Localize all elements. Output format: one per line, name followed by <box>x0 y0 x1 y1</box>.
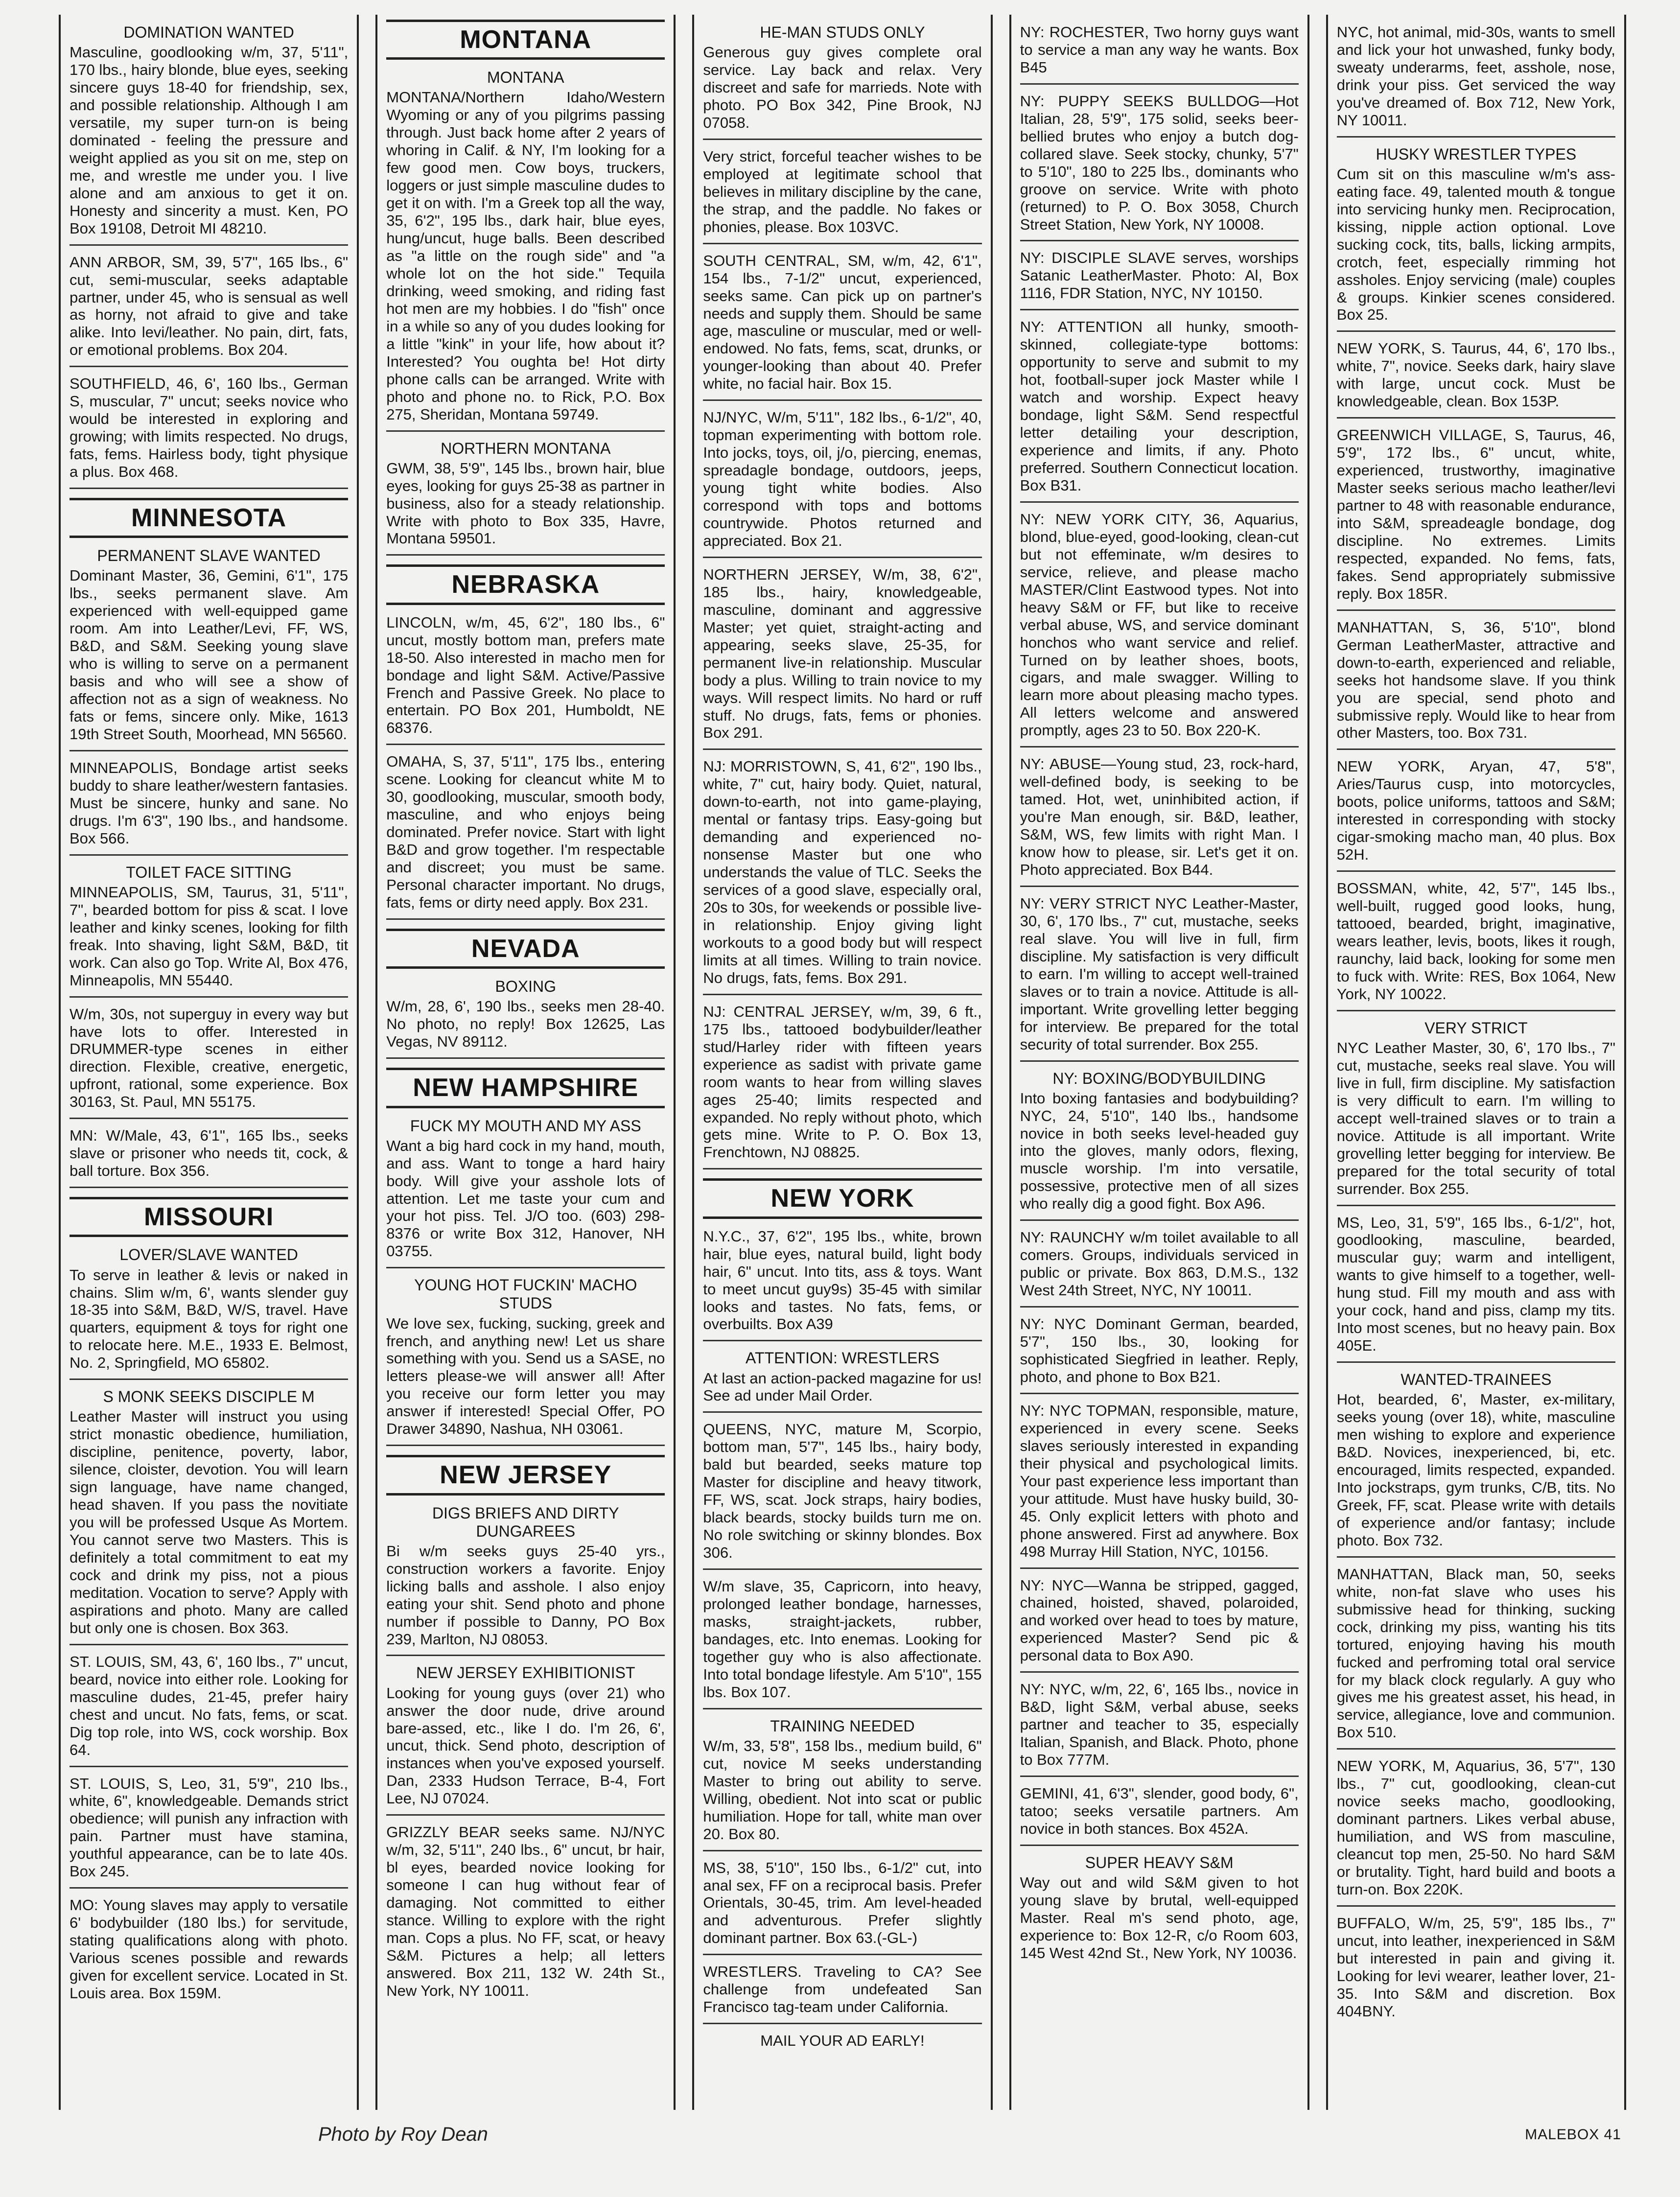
ad-text: NY: ATTENTION all hunky, smooth-skinned, collegiate-type bottoms: opportunity to serve and submit to my hot, football-super jock Master while I watch and worship. Expect heavy bondage, light S&M. Send respectful letter detailing your description, experience and limits, if any. Photo preferred. Southern Connecticut location. Box B31. <box>1020 318 1299 494</box>
state-heading: MISSOURI <box>70 1197 348 1237</box>
ad-text: At last an action-packed magazine for us! See ad under Mail Order. <box>703 1369 982 1404</box>
column-5 <box>1326 15 1626 2110</box>
ad-text: SOUTH CENTRAL, SM, w/m, 42, 6'1", 154 lbs., 7-1/2" uncut, experienced, seeks same. Can pick up on partner's needs and supply them. Should be same age, masculine or muscular, med or well-endowed. No fats, fems, scat, drunks, or younger-looking than about 40. Prefer white, no facial hair. Box 15. <box>703 252 982 393</box>
ad-text: ST. LOUIS, S, Leo, 31, 5'9", 210 lbs., white, 6", knowledgeable. Demands strict obedience; will punish any infraction with pain. Partner must have stamina, youthful appearance, can be to late 40s. Box 245. <box>70 1775 349 1880</box>
ad-text: QUEENS, NYC, mature M, Scorpio, bottom man, 5'7", 145 lbs., hairy body, bald but bearded, seeks mature top Master for discipline and heavy titwork, FF, WS, scat. Jock straps, hairy bodies, black beards, stocky builds turn me on. No role switching or skinny blondes. Box 306. <box>703 1421 982 1562</box>
classified-ad <box>1020 245 1299 310</box>
ad-text: NEW YORK, Aryan, 47, 5'8", Aries/Taurus cusp, into motorcycles, boots, police uniforms, tattoos and S&M; interested in corresponding with stocky cigar-smoking macho man, 40 plus. Box 52H. <box>1336 758 1615 864</box>
classified-ad <box>386 436 665 556</box>
classified-ad <box>70 1002 348 1120</box>
ad-text: NEW YORK, S. Taurus, 44, 6', 170 lbs., white, 7", novice. Seeks dark, hairy slave with large, uncut cock. Must be knowledgeable, clean. Box 153P. <box>1336 340 1615 410</box>
ad-text: Looking for young guys (over 21) who answer the door nude, drive around bare-assed, etc., like I do. I'm 26, 6', uncut, thick. Send photo, description of instances when you've exposed yourself. Dan, 2333 Hudson Terrace, B-4, Fort Lee, NJ 07024. <box>386 1684 665 1807</box>
classified-ad <box>1020 1573 1299 1673</box>
classified-ad <box>1020 1066 1299 1221</box>
classified-ad <box>1337 336 1615 419</box>
ad-text: MS, Leo, 31, 5'9", 165 lbs., 6-1/2", hot, goodlooking, masculine, bearded, muscular guy; warm and intelligent, wants to give himself to a together, well-hung stud. Fill my mouth and ass with your cock, hand and piss, clamp my tits. Into most scenes, but no heavy pain. Box 405E. <box>1336 1214 1615 1355</box>
classified-ad <box>1337 615 1615 750</box>
classified-ad <box>1020 1398 1299 1569</box>
ad-text: ANN ARBOR, SM, 39, 5'7", 165 lbs., 6" cut, semi-muscular, seeks adaptable partner, under 45, who is sensual as well as horny, not afraid to give and take alike. Into levi/leather. No pain, dirt, fats, or emotional problems. Box 204. <box>70 253 349 359</box>
ad-text: MANHATTAN, Black man, 50, seeks white, non-fat slave who uses his submissive head for thinking, sucking cock, drinking my piss, wanting his tits tortured, enjoying having his mouth fucked and perfroming total oral service for my black clock regularly. A guy who gives me his greatest asset, his head, in service, allegiance, love and communion. Box 510. <box>1336 1565 1615 1741</box>
ad-heading: TRAINING NEEDED <box>770 1717 915 1735</box>
column-2 <box>375 15 676 2110</box>
ad-text: Into boxing fantasies and bodybuilding? NYC, 24, 5'10", 140 lbs., handsome novice in both seeks level-headed guy into the gloves, manly odors, flexing, muscle worship. I'm into versatile, possessive, protective men of all sizes who really dig a good fight. Box A96. <box>1020 1089 1299 1213</box>
classified-ad <box>1337 1015 1615 1206</box>
ad-text: NY: VERY STRICT NYC Leather-Master, 30, 6', 170 lbs., 7" cut, mustache, seeks real slave. You will live in full, firm discipline. My satisfaction is very difficult to earn. I'm willing to accept well-trained slaves or to train a novice. Attitude is all-important. Write grovelling letter begging for interview. Be prepared for the total security of total surrender. Box 255. <box>1020 894 1299 1053</box>
classified-ad <box>70 20 348 246</box>
ad-text: BUFFALO, W/m, 25, 5'9", 185 lbs., 7" uncut, into leather, inexperienced in S&M but interested in pain and giving it. Looking for levi wearer, leather lover, 21-35. Into S&M and discretion. Box 404BNY. <box>1336 1914 1615 2020</box>
ad-text: NY: RAUNCHY w/m toilet available to all comers. Groups, individuals serviced in public or private. Box 863, D.M.S., 132 West 24th Street, NYC, NY 10011. <box>1020 1229 1299 1299</box>
ad-text: NY: ABUSE—Young stud, 23, rock-hard, well-defined body, is seeking to be tamed. Hot, wet, uninhibited action, if you're Man enough, sir. B&D, leather, S&M, WS, few limits with right Man. I know how to please, sir. Let's get it on. Photo appreciated. Box B44. <box>1020 755 1299 878</box>
ad-heading: HE-MAN STUDS ONLY <box>760 23 925 41</box>
ad-text: MINNEAPOLIS, SM, Taurus, 31, 5'11", 7", bearded bottom for piss & scat. I love leather and kinky scenes, looking for filth freak. Into shaving, light S&M, B&D, tit work. Can also go Top. Write Al, Box 476, Minneapolis, MN 55440. <box>70 883 349 989</box>
classified-ad <box>703 248 981 401</box>
state-heading: NEW HAMPSHIRE <box>386 1068 665 1108</box>
classified-ad <box>1020 1311 1299 1394</box>
ad-heading: ATTENTION: WRESTLERS <box>746 1349 939 1367</box>
ad-heading: NORTHERN MONTANA <box>441 439 611 457</box>
classified-ad <box>703 405 981 558</box>
classified-ad <box>703 1855 981 1956</box>
classified-ad <box>1337 754 1615 872</box>
ad-heading: HUSKY WRESTLER TYPES <box>1376 145 1577 163</box>
ad-text: NJ/NYC, W/m, 5'11", 182 lbs., 6-1/2", 40, topman experimenting with bottom role. Into jocks, toys, oil, j/o, piercing, enemas, spreadagle bondage, outdoors, jeeps, young tight white bodies. Also correspond with tops and bottoms countrywide. Photos returned and appreciated. Box 21. <box>703 409 982 549</box>
classified-ad <box>386 1660 665 1816</box>
classified-ad <box>703 999 981 1170</box>
ad-heading: TOILET FACE SITTING <box>126 863 292 881</box>
classified-ad <box>1020 891 1299 1062</box>
classified-ad <box>703 1713 981 1851</box>
ad-text: N.Y.C., 37, 6'2", 195 lbs., white, brown hair, blue eyes, natural build, light body hair, 6" uncut. Into tits, ass & toys. Want to meet uncut guy9s) 35-45 with similar looks and tastes. No fats, fems, or overbuilts. Box A39 <box>703 1227 982 1333</box>
ad-text: NY: NYC, w/m, 22, 6', 165 lbs., novice in B&D, light S&M, verbal abuse, seeks partner and teacher to 35, especially Italian, Spanish, and Black. Photo, phone to Box 777M. <box>1020 1681 1299 1769</box>
ad-text: NY: ROCHESTER, Two horny guys want to service a man any way he wants. Box B45 <box>1020 23 1299 76</box>
classified-ad <box>386 1272 665 1446</box>
ad-text: NY: NYC Dominant German, bearded, 5'7", 150 lbs., 30, looking for sophisticated Siegfried in leather. Reply, photo, and phone to Box B21. <box>1020 1315 1299 1385</box>
classified-ad <box>703 1959 981 2024</box>
classified-ad <box>1020 1850 1299 1969</box>
classified-ad <box>1337 876 1615 1011</box>
ad-heading: LOVER/SLAVE WANTED <box>119 1246 298 1264</box>
classified-ad <box>70 250 348 368</box>
classified-ad <box>703 2028 981 2057</box>
classified-ad <box>1020 314 1299 503</box>
classified-ad <box>70 1893 348 2009</box>
ad-text: NEW YORK, M, Aquarius, 36, 5'7", 130 lbs., 7" cut, goodlooking, clean-cut novice seeks macho, goodlooking, dominant partners. Likes verbal abuse, humiliation, and WS from masculine, cleancut top men, 25-50. No hard S&M or brutality. Tight, hard build and boots a turn-on. Box 220K. <box>1336 1757 1615 1898</box>
classified-ad <box>1337 20 1615 138</box>
ad-text: GEMINI, 41, 6'3", slender, good body, 6", tatoo; seeks versatile partners. Am novice in both stances. Box 452A. <box>1020 1785 1299 1837</box>
ad-text: SOUTHFIELD, 46, 6', 160 lbs., German S, muscular, 7" uncut; seeks novice who would be interested in exploring and growing; with limits respected. No drugs, fats, fems. Hairless body, tight physique a plus. Box 468. <box>70 375 349 481</box>
ad-text: NJ: MORRISTOWN, S, 41, 6'2", 190 lbs., white, 7" cut, hairy body. Quiet, natural, down-to-earth, not into game-playing, mental or fantasy trips. Easy-going but demanding and experienced no-nonsense Master but one who understands the value of TLC. Seeks the services of a good slave, especially oral, 20s to 30s, for weekends or possible live-in relationship. Enjoy giving light workouts to a good body but will respect limits at all times. Willing to train novice. No drugs, fats, fems. Box 291. <box>703 758 982 986</box>
state-heading: MINNESOTA <box>70 498 348 538</box>
ad-text: MO: Young slaves may apply to versatile 6' bodybuilder (180 lbs.) for servitude, stating qualifications along with photo. Various scenes possible and rewards given for excellent service. Located in St. Louis area. Box 159M. <box>70 1896 349 2002</box>
classified-ad <box>703 1224 981 1342</box>
ad-text: MN: W/Male, 43, 6'1", 165 lbs., seeks slave or prisoner who needs tit, cock, & ball torture. Box 356. <box>70 1127 349 1180</box>
classified-ad <box>1020 89 1299 242</box>
classified-ad <box>386 1113 665 1269</box>
classified-ad <box>70 1649 348 1767</box>
classified-ad <box>703 1345 981 1413</box>
ad-text: W/m, 33, 5'8", 158 lbs., medium build, 6" cut, novice M seeks understanding Master to bring out ability to serve. Willing, obedient. Not into scat or public humiliation. Hope for tall, white man over 20. Box 80. <box>703 1737 982 1843</box>
ad-text: NY: NYC TOPMAN, responsible, mature, experienced in every scene. Seeks slaves seriously interested in expanding their physical and psychological limits. Your past experience less important than your attitude. Must have husky build, 30-45. Only explicit letters with photo and phone answered. First ad anywhere. Box 498 Murray Hill Station, NYC, 10156. <box>1020 1402 1299 1560</box>
ad-text: NY: PUPPY SEEKS BULLDOG—Hot Italian, 28, 5'9", 175 solid, seeks beer-bellied brutes who enjoy a butch dog-collared slave. Seek stocky, chunky, 5'7" to 5'10", 180 to 225 lbs., dominants who groove on service. Write with photo (returned) to P. O. Box 3058, Church Street Station, New York, NY 10008. <box>1020 92 1299 233</box>
classified-ad <box>386 610 665 746</box>
ad-text: NYC Leather Master, 30, 6', 170 lbs., 7" cut, mustache, seeks real slave. You will live in full, firm discipline. My satisfaction is very difficult to earn. I'm willing to accept well-trained slaves or to train a novice. Attitude is all important. Write grovelling letter begging for interview. Be prepared for the total security of total surrender. Box 255. <box>1336 1039 1615 1197</box>
classified-ad <box>703 562 981 750</box>
classified-ad <box>1337 1562 1615 1750</box>
column-3 <box>692 15 992 2110</box>
ad-heading: PERMANENT SLAVE WANTED <box>97 547 321 565</box>
ad-text: ST. LOUIS, SM, 43, 6', 160 lbs., 7" uncut, beard, novice into either role. Looking for masculine dudes, 21-45, prefer hairy chest and uncut. No fats, fems, or scat. Dig top role, into WS, cock worship. Box 64. <box>70 1653 349 1758</box>
ad-text: We love sex, fucking, sucking, greek and french, and anything new! Let us share something with you. Send us a SASE, no letters please-we will answer all! After you receive our form letter you may answer if interested! Special Offer, PO Drawer 34890, Nashua, NH 03061. <box>386 1314 665 1438</box>
classified-ad <box>70 543 348 751</box>
ad-heading: S MONK SEEKS DISCIPLE M <box>103 1388 315 1406</box>
ad-text: WRESTLERS. Traveling to CA? See challenge from undefeated San Francisco tag-team under California. <box>703 1963 982 2016</box>
classified-ad <box>1020 1225 1299 1308</box>
classified-ad <box>703 754 981 995</box>
ad-text: W/m slave, 35, Capricorn, into heavy, prolonged leather bondage, harnesses, masks, straight-jackets, rubber, bandages, etc. Into enemas. Looking for together guy who is also affectionate. Into total bondage lifestyle. Am 5'10", 155 lbs. Box 107. <box>703 1578 982 1701</box>
state-heading: NEVADA <box>386 929 665 969</box>
classified-ad <box>386 1500 665 1657</box>
ad-text: Cum sit on this masculine w/m's ass-eating face. 49, talented mouth & tongue into servicing hunky men. Reciprocation, kissing, nipple action optional. Love sucking cock, tits, balls, licking armpits, crotch, feet, especially rimming hot assholes. Enjoy servicing (male) couples & groups. Kinkier scenes considered. Box 25. <box>1336 165 1615 324</box>
classified-ad <box>386 974 665 1059</box>
column-4 <box>1009 15 1309 2110</box>
classified-ad <box>70 1771 348 1889</box>
ad-text: MINNEAPOLIS, Bondage artist seeks buddy to share leather/western fantasies. Must be sincere, hunky and sane. No drugs. I'm 6'3", 190 lbs., and handsome. Box 566. <box>70 759 349 847</box>
classified-ad <box>703 20 981 140</box>
classified-ad <box>1337 141 1615 332</box>
classified-ad <box>703 1574 981 1709</box>
classified-columns <box>59 15 1626 2110</box>
state-heading: NEW YORK <box>703 1178 981 1218</box>
ad-text: GWM, 38, 5'9", 145 lbs., brown hair, blue eyes, looking for guys 25-38 as partner in business, also for a steady relationship. Write with photo to Box 335, Havre, Montana 59501. <box>386 459 665 547</box>
classified-ad <box>70 860 348 998</box>
ad-text: MAIL YOUR AD EARLY! <box>760 2032 925 2050</box>
state-heading: NEW JERSEY <box>386 1455 665 1495</box>
classified-ad <box>1337 422 1615 611</box>
ad-heading: SUPER HEAVY S&M <box>1085 1853 1234 1871</box>
ad-heading: DIGS BRIEFS AND DIRTY DUNGAREES <box>432 1504 619 1540</box>
ad-text: NY: NYC—Wanna be stripped, gagged, chained, hoisted, shaved, polaroided, and worked over head to toes by mature, experienced Master? Send pic & personal data to Box A90. <box>1020 1576 1299 1664</box>
ad-text: Hot, bearded, 6', Master, ex-military, seeks young (over 18), white, masculine men wishing to explore and experience B&D. Novices, inexperienced, bi, etc. encouraged, limits respected, expanded. Into jockstraps, gym trunks, C/B, tits. No Greek, FF, scat. Please write with details of experience and/or fantasy; include photo. Box 732. <box>1336 1391 1615 1549</box>
classified-ad <box>1020 20 1299 85</box>
ad-text: Masculine, goodlooking w/m, 37, 5'11", 170 lbs., hairy blonde, blue eyes, seeking sincere guys 18-40 for friendship, sex, and possible relationship. Although I am versatile, my super turn-on is being dominated - feeling the pressure and weight applied as you sit on me, step on me, and wrestle me under you. I live alone and am anxious to get it on. Honesty and sincerity a must. Ken, PO Box 19108, Detroit MI 48210. <box>70 44 349 237</box>
ad-text: NY: NEW YORK CITY, 36, Aquarius, blond, blue-eyed, good-looking, clean-cut but not effeminate, w/m desires to service, relieve, and please macho MASTER/Clint Eastwood types. Not into heavy S&M or FF, but like to receive verbal abuse, WS, and service dominant honchos who want service and relief. Turned on by leather shoes, boots, cigars, and male swagger. Willing to learn more about pleasing macho types. All letters welcome and answered promptly, ages 23 to 50. Box 220-K. <box>1020 510 1299 739</box>
ad-text: NORTHERN JERSEY, W/m, 38, 6'2", 185 lbs., hairy, knowledgeable, masculine, dominant and aggressive Master; yet quiet, straight-acting and appearing, seeks slave, 25-35, for permanent live-in relationship. Muscular body a plus. Willing to train novice to my ways. Will respect limits. No hard or ruff stuff. No drugs, fats, fems or phonies. Box 291. <box>703 565 982 742</box>
classified-ad <box>386 65 665 431</box>
column-1 <box>59 15 359 2110</box>
state-heading: MONTANA <box>386 20 665 60</box>
classified-ad <box>386 749 665 920</box>
ad-text: To serve in leather & levis or naked in chains. Slim w/m, 6', wants slender guy 18-35 into S&M, B&D, W/S, travel. Have quarters, equipment & toys for right one to relocate here. M.E., 1933 E. Belmost, No. 2, Springfield, MO 65802. <box>70 1266 349 1372</box>
classified-ad <box>1337 1367 1615 1558</box>
ad-text: GRIZZLY BEAR seeks same. NJ/NYC w/m, 32, 5'11", 240 lbs., 6" uncut, br hair, bl eyes, bearded novice looking for someone I can hug without fear of damaging. Not committed to either stance. Willing to explore with the right man. Cops a plus. No FF, scat, or heavy S&M. Pictures a help; all letters answered. Box 211, 132 W. 24th St., New York, NY 10011. <box>386 1823 665 1999</box>
ad-heading: FUCK MY MOUTH AND MY ASS <box>410 1117 641 1135</box>
ad-heading: BOXING <box>495 978 557 996</box>
ad-text: Generous guy gives complete oral service. Lay back and relax. Very discreet and safe for marrieds. Note with photo. PO Box 342, Pine Brook, NJ 07058. <box>703 44 982 131</box>
ad-heading: DOMINATION WANTED <box>123 23 294 41</box>
ad-text: Leather Master will instruct you using strict monastic obedience, humiliation, discipline, penitence, poverty, labor, silence, cloister, devotion. You will learn sign language, have name changed, head shaven. If you pass the novitiate you will be professed Usque As Mortem. You cannot serve two Masters. This is definitely a total commitment to eat my cock and drink my piss, not a pious meditation. Vocation to serve? Apply with aspirations and photo. Many are called but only one is chosen. Box 363. <box>70 1408 349 1636</box>
ad-text: MS, 38, 5'10", 150 lbs., 6-1/2" cut, into anal sex, FF on a reciprocal basis. Prefer Orientals, 30-45, trim. Am level-headed and adventurous. Prefer slightly dominant partner. Box 63.(-GL-) <box>703 1859 982 1947</box>
photo-credit: Photo by Roy Dean <box>318 2124 488 2145</box>
ad-text: GREENWICH VILLAGE, S, Taurus, 46, 5'9", 172 lbs., 6" uncut, white, experienced, trustworthy, imaginative Master seeks serious macho leather/levi partner to 48 with reasonable endurance, into S&M, spreadeagle bondage, dog discipline. No extremes. Limits respected, expanded. No fems, fats, fakes. Send appropriately submissive reply. Box 185R. <box>1336 426 1615 602</box>
ad-text: MONTANA/Northern Idaho/Western Wyoming or any of you pilgrims passing through. Just back home after 2 years of whoring in Calif. & NY, I'm looking for a few good men. Cow boys, truckers, loggers or just simple masculine dudes to get it on with. I'm a Greek top all the way, 35, 6'2", 195 lbs., dark hair, blue eyes, hung/uncut, huge balls. Been described as "a little on the rough side" and "a whole lot on the hot side." Tequila drinking, weed smoking, and riding fast hot men are my hobbies. I do "fish" once in a while so any of you dudes looking for a little "kink" in your life, how about it? Interested? You oughta be! Hot dirty phone calls can be arranged. Write with photo and phone no. to Rick, P.O. Box 275, Sheridan, Montana 59749. <box>386 89 665 423</box>
classified-ad <box>1020 751 1299 887</box>
ad-text: Dominant Master, 36, Gemini, 6'1", 175 lbs., seeks permanent slave. Am experienced with well-equipped game room. Am into Leather/Levi, FF, WS, B&D, and S&M. Seeking young slave who is willing to serve on a permanent basis and who will see a show of affection not as a sign of weakness. No fats or fems, sincere only. Mike, 1613 19th Street South, Moorhead, MN 56560. <box>70 567 349 743</box>
ad-text: NYC, hot animal, mid-30s, wants to smell and lick your hot unwashed, funky body, sweaty underarms, feet, asshole, nose, drink your piss. Get serviced the way you've dreamed of. Box 712, New York, NY 10011. <box>1336 23 1615 129</box>
ad-text: BOSSMAN, white, 42, 5'7", 145 lbs., well-built, rugged good looks, hung, tattooed, bearded, bright, imaginative, wears leather, levis, boots, likes it rough, raunchy, laid back, looking for some men to fuck with. Write: RES, Box 1064, New York, NY 10022. <box>1336 880 1615 1003</box>
classified-ad <box>70 1123 348 1188</box>
ad-heading: NEW JERSEY EXHIBITIONIST <box>416 1664 635 1682</box>
ad-text: W/m, 30s, not superguy in every way but have lots to offer. Interested in DRUMMER-type scenes in either direction. Flexible, creative, energetic, upfront, rational, some experience. Box 30163, St. Paul, MN 55175. <box>70 1005 349 1111</box>
classified-ad <box>1020 1781 1299 1846</box>
classified-ad <box>1337 1210 1615 1363</box>
ad-heading: WANTED-TRAINEES <box>1400 1371 1552 1389</box>
classified-ad <box>70 371 348 489</box>
ad-heading: MONTANA <box>487 69 564 87</box>
state-heading: NEBRASKA <box>386 564 665 605</box>
classified-ad <box>703 144 981 244</box>
ad-text: OMAHA, S, 37, 5'11", 175 lbs., entering scene. Looking for cleancut white M to 30, goodlooking, muscular, smooth body, masculine, and who enjoys being dominated. Prefer novice. Start with light B&D and grow together. I'm respectable and discreet; you must be same. Personal character important. No drugs, fats, fems or dirty need apply. Box 231. <box>386 753 665 912</box>
ad-text: NY: DISCIPLE SLAVE serves, worships Satanic LeatherMaster. Photo: Al, Box 1116, FDR Station, NYC, NY 10150. <box>1020 249 1299 302</box>
classified-ad <box>703 1417 981 1570</box>
ad-text: Very strict, forceful teacher wishes to be employed at legitimate school that believes in military discipline by the cane, the strap, and the paddle. No fakes or phonies, please. Box 103VC. <box>703 147 982 235</box>
classified-ad <box>70 1384 348 1645</box>
ad-text: Want a big hard cock in my hand, mouth, and ass. Want to tonge a hard hairy body. Will give your asshole lots of attention. Let me taste your cum and your hot piss. Tel. J/O too. (603) 298-8376 or write Box 312, Hanover, NH 03755. <box>386 1137 665 1260</box>
ad-heading: NY: BOXING/BODYBUILDING <box>1052 1069 1266 1087</box>
page-folio: MALEBOX 41 <box>1525 2127 1621 2143</box>
classified-ad <box>1337 1753 1615 1907</box>
classified-ad <box>386 1820 665 2007</box>
classified-ad <box>1020 1677 1299 1777</box>
ad-text: Bi w/m seeks guys 25-40 yrs., construction workers a favorite. Enjoy licking balls and asshole. I also enjoy eating your shit. Send photo and phone number if possible to Danny, PO Box 239, Marlton, NJ 08053. <box>386 1542 665 1648</box>
classified-ad <box>1020 507 1299 748</box>
classified-ad <box>1337 1911 1615 2027</box>
ad-text: Way out and wild S&M given to hot young slave by brutal, well-equipped Master. Real m's send photo, age, experience to: Box 12-R, c/o Room 603, 145 West 42nd St., New York, NY 10036. <box>1020 1874 1299 1962</box>
ad-text: LINCOLN, w/m, 45, 6'2", 180 lbs., 6" uncut, mostly bottom man, prefers mate 18-50. Also interested in macho men for bondage and light S&M. Active/Passive French and Passive Greek. No place to entertain. PO Box 201, Humboldt, NE 68376. <box>386 613 665 737</box>
ad-heading: YOUNG HOT FUCKIN' MACHO STUDS <box>414 1276 637 1312</box>
ad-heading: VERY STRICT <box>1424 1019 1528 1037</box>
classified-ad <box>70 755 348 856</box>
classified-ad <box>70 1242 348 1380</box>
ad-text: NJ: CENTRAL JERSEY, w/m, 39, 6 ft., 175 lbs., tattooed bodybuilder/leather stud/Harley rider with fifteen years experience as sadist with private game room wants to hear from willing slaves ages 25-40; limits respected and expanded. No reply without photo, which gets mine. Write to P. O. Box 13, Frenchtown, NJ 08825. <box>703 1003 982 1161</box>
ad-text: W/m, 28, 6', 190 lbs., seeks men 28-40. No photo, no reply! Box 12625, Las Vegas, NV 89112. <box>386 998 665 1051</box>
ad-text: MANHATTAN, S, 36, 5'10", blond German LeatherMaster, attractive and down-to-earth, experienced and reliable, seeks hot handsome slave. If you think you are special, send photo and submissive reply. Would like to hear from other Masters, too. Box 731. <box>1336 618 1615 742</box>
